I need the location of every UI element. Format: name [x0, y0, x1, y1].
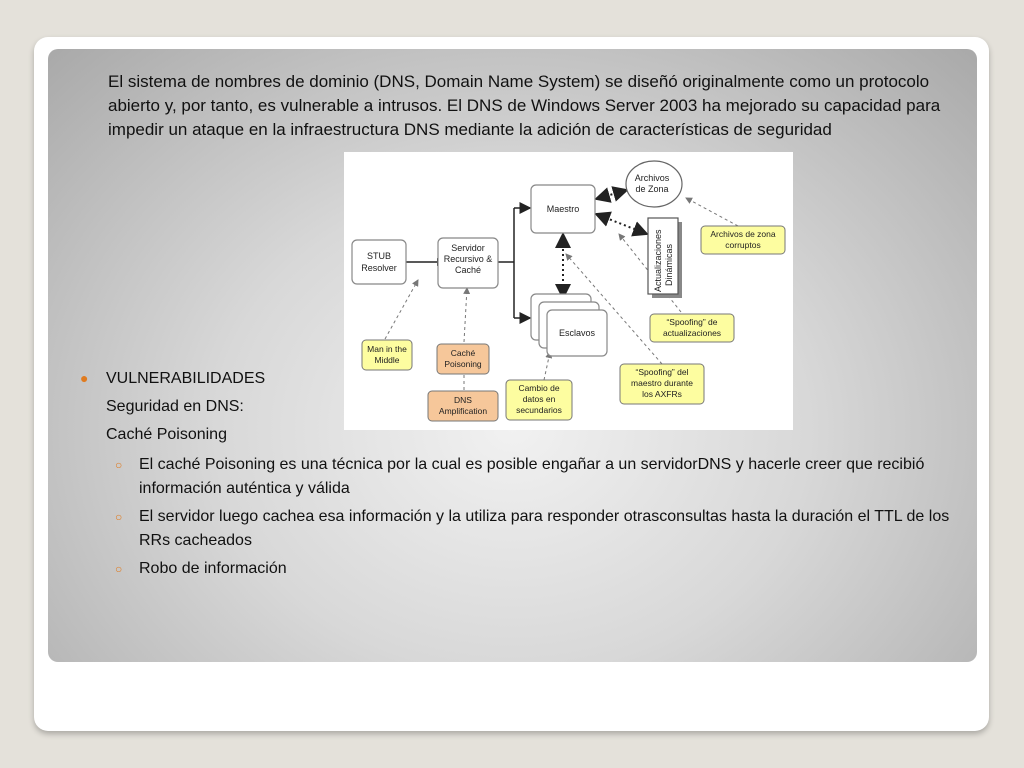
- maestro-updates-arrow: [596, 214, 647, 234]
- svg-text:Archivos de zona: Archivos de zona: [710, 229, 776, 239]
- svg-text:Resolver: Resolver: [361, 263, 397, 273]
- svg-text:corruptos: corruptos: [725, 240, 761, 250]
- svg-text:Caché: Caché: [454, 265, 482, 275]
- dns-diagram: [344, 152, 793, 430]
- svg-text:“Spoofing” de: “Spoofing” de: [666, 317, 718, 327]
- bullet-dot-icon: ●: [80, 370, 89, 386]
- maestro-archivos-arrow: [596, 190, 627, 199]
- circle-bullet-icon: ○: [115, 458, 123, 472]
- svg-text:Archivos: Archivos: [634, 173, 670, 183]
- svg-text:“Spoofing” del: “Spoofing” del: [635, 367, 689, 377]
- svg-text:Dinámicas: Dinámicas: [664, 243, 674, 286]
- circle-bullet-icon: ○: [115, 562, 123, 576]
- sub-bullet-1: ○ El caché Poisoning es una técnica por la cual es posible engañar a un servidorDNS y hacerle creer que recibió información auténtica y válida: [115, 453, 965, 501]
- svg-text:Servidor: Servidor: [451, 243, 485, 253]
- svg-text:Esclavos: Esclavos: [558, 328, 596, 338]
- svg-text:Caché: Caché: [450, 348, 476, 358]
- svg-text:datos en: datos en: [522, 394, 556, 404]
- svg-text:Maestro: Maestro: [546, 204, 580, 214]
- svg-text:Amplification: Amplification: [438, 406, 488, 416]
- svg-text:DNS: DNS: [454, 395, 472, 405]
- svg-text:Middle: Middle: [374, 355, 400, 365]
- svg-text:actualizaciones: actualizaciones: [662, 328, 722, 338]
- circle-bullet-icon: ○: [115, 510, 123, 524]
- svg-text:maestro durante: maestro durante: [631, 378, 693, 388]
- svg-text:Man in the: Man in the: [367, 344, 407, 354]
- svg-text:Cambio de: Cambio de: [518, 383, 560, 393]
- svg-text:Actualizaciones: Actualizaciones: [653, 229, 663, 292]
- svg-text:STUB: STUB: [366, 251, 392, 261]
- svg-text:Recursivo &: Recursivo &: [443, 254, 493, 264]
- stub-resolver-box: [352, 240, 406, 284]
- sub-bullet-2: ○ El servidor luego cachea esa información y la utiliza para responder otrasconsultas hasta la duración el TTL de los RRs cacheados: [115, 505, 965, 553]
- sub-bullet-3: ○ Robo de información: [115, 557, 965, 581]
- heading-vulnerabilidades: VULNERABILIDADES: [106, 370, 266, 387]
- svg-text:los AXFRs: los AXFRs: [642, 389, 682, 399]
- line-cache-poisoning: Caché Poisoning: [106, 426, 227, 443]
- svg-text:Poisoning: Poisoning: [444, 359, 482, 369]
- intro-paragraph: El sistema de nombres de dominio (DNS, Domain Name System) se diseñó originalmente como un protocolo abierto y, por tanto, es vulnerable a intrusos. El DNS de Windows Server 2003 ha mejorado su capacidad para impedir un ataque en la infraestructura DNS mediante la adición de características de seguridad: [108, 72, 941, 139]
- svg-text:de Zona: de Zona: [635, 184, 669, 194]
- svg-text:secundarios: secundarios: [516, 405, 562, 415]
- line-seguridad-dns: Seguridad en DNS:: [106, 398, 244, 415]
